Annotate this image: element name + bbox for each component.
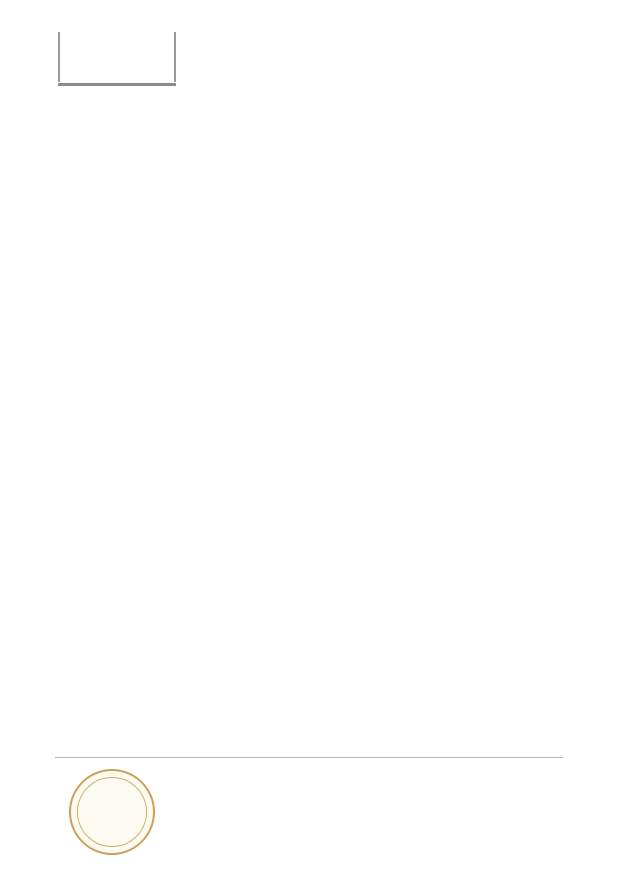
table-header-row: [88, 196, 413, 201]
address-cn-fax: [434, 836, 496, 843]
column-header-sgs-id: [168, 196, 273, 201]
column-header-unit: [355, 422, 403, 424]
address-row-cn: [168, 836, 563, 843]
footer-address-block: [168, 836, 563, 843]
column-header-description: [273, 196, 413, 201]
footer-legal-text: [168, 764, 563, 766]
sample-description-table: [88, 196, 413, 201]
results-table: [55, 422, 555, 429]
logo-underline: [58, 83, 176, 86]
address-cn: [168, 836, 366, 843]
results-table-header: [55, 422, 555, 424]
column-header-mdl: [403, 422, 445, 424]
logo-bar-left: [58, 32, 60, 82]
address-cn-email: [501, 836, 563, 843]
company-seal-stamp: [63, 765, 163, 865]
address-cn-tel: [371, 836, 429, 843]
seal-star-icon: [96, 797, 128, 829]
footer-divider: [55, 757, 563, 758]
column-header-sample-no: [88, 196, 168, 201]
logo-bar-right: [174, 32, 176, 82]
column-header-sample-001: [445, 422, 505, 424]
column-header-test-item: [55, 422, 355, 424]
